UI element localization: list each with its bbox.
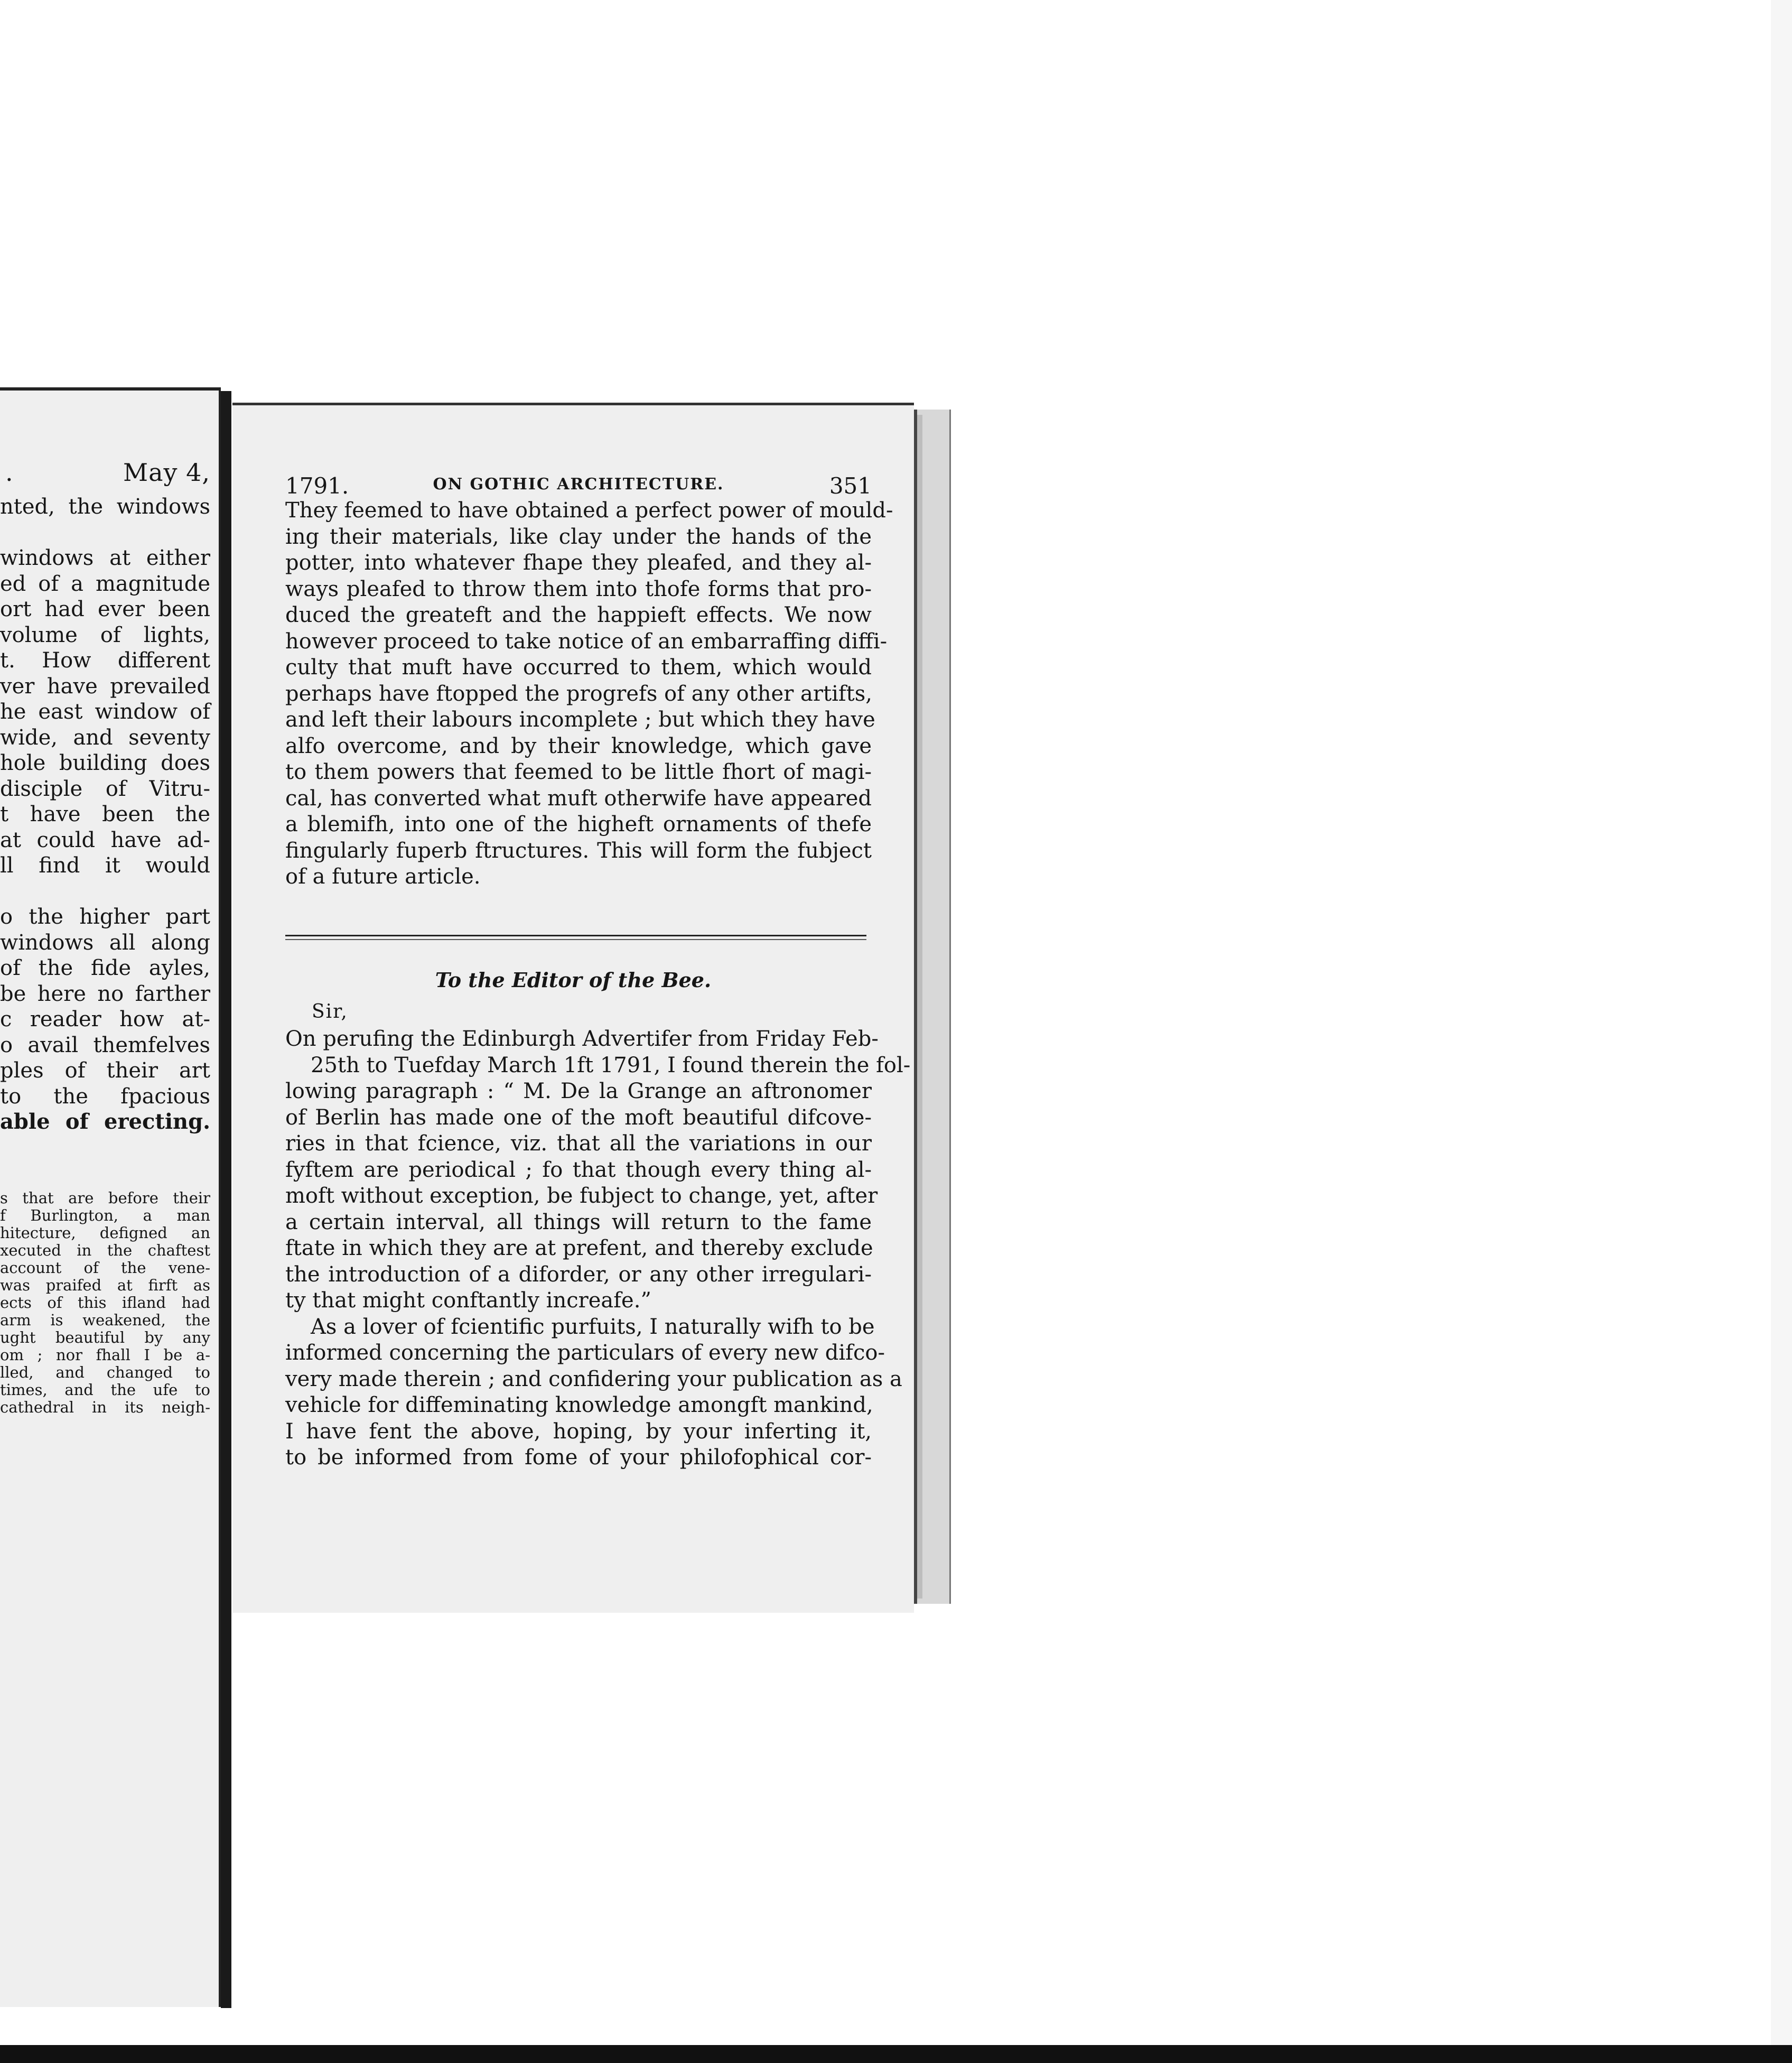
text-line: very made therein ; and confidering your publication as a bbox=[285, 1367, 902, 1391]
text-line: able of erecting. bbox=[0, 1109, 210, 1134]
article-paragraph bbox=[285, 498, 893, 890]
text-line: to them powers that feemed to be little fhort of magi- bbox=[285, 760, 872, 784]
running-head-title: ON GOTHIC ARCHITECTURE. bbox=[433, 475, 724, 494]
text-line: duced the greateft and the happieft effects. We now bbox=[285, 603, 872, 627]
section-rule bbox=[285, 935, 866, 936]
text-line: be here no farther bbox=[0, 981, 210, 1006]
text-line: ver have prevailed bbox=[0, 674, 210, 699]
footnote-line: hitecture, defigned an bbox=[0, 1224, 210, 1242]
text-line bbox=[0, 520, 210, 546]
running-head bbox=[285, 473, 872, 499]
text-line: ort had ever been bbox=[0, 597, 210, 621]
text-line: windows at either bbox=[0, 546, 210, 570]
text-line: fingularly fuperb ftructures. This will form the fubject bbox=[285, 838, 872, 863]
left-footnote bbox=[0, 1190, 210, 1416]
text-line: They feemed to have obtained a perfect power of mould- bbox=[285, 498, 893, 523]
footnote-line: times, and the ufe to bbox=[0, 1381, 210, 1399]
letter-heading: To the Editor of the Bee. bbox=[435, 968, 712, 992]
left-column-text bbox=[0, 494, 210, 1135]
page-edge-shadow bbox=[917, 415, 922, 1599]
text-line: 25th to Tuefday March 1ft 1791, I found therein the fol- bbox=[311, 1053, 911, 1077]
text-line: moft without exception, be fubject to change, yet, after bbox=[285, 1184, 878, 1208]
footnote-line: arm is weakened, the bbox=[0, 1311, 210, 1329]
text-line: informed concerning the particulars of every new difco- bbox=[285, 1341, 885, 1365]
text-line: a certain interval, all things will return to the fame bbox=[285, 1210, 872, 1234]
text-line: the introduction of a diforder, or any other irregulari- bbox=[285, 1262, 872, 1287]
scan-border bbox=[0, 2045, 1792, 2063]
page-number: 351 bbox=[829, 473, 872, 499]
text-line: ing their materials, like clay under the hands of the bbox=[285, 524, 872, 549]
text-line: I have fent the above, hoping, by your inferting it, bbox=[285, 1419, 872, 1444]
text-line: wide, and seventy bbox=[0, 725, 210, 750]
book-gutter bbox=[221, 391, 231, 2008]
text-line bbox=[0, 879, 210, 905]
text-line: and left their labours incomplete ; but which they have bbox=[285, 708, 875, 732]
running-head-year: 1791. bbox=[285, 473, 349, 499]
text-line: of the fide ayles, bbox=[0, 956, 210, 980]
text-line: culty that muft have occurred to them, which would bbox=[285, 655, 872, 680]
text-line: ples of their art bbox=[0, 1058, 210, 1083]
footnote-line: account of the vene- bbox=[0, 1259, 210, 1277]
text-line: cal, has converted what muft otherwife have appeared bbox=[285, 786, 872, 811]
footnote-line: ught beautiful by any bbox=[0, 1328, 210, 1346]
text-line: vehicle for diffeminating knowledge amongft mankind, bbox=[285, 1393, 873, 1417]
footnote-line: xecuted in the chaftest bbox=[0, 1241, 210, 1259]
right-page bbox=[232, 403, 914, 1613]
footnote-line: om ; nor fhall I be a- bbox=[0, 1346, 210, 1364]
text-line: to the fpacious bbox=[0, 1084, 210, 1109]
letter-salutation: Sir, bbox=[312, 1001, 348, 1023]
text-line: t have been the bbox=[0, 802, 210, 826]
text-line: volume of lights, bbox=[0, 622, 210, 647]
text-line: ty that might conftantly increafe.” bbox=[285, 1288, 651, 1313]
text-line: o the higher part bbox=[0, 905, 210, 929]
text-line: ries in that fcience, viz. that all the variations in our bbox=[285, 1131, 872, 1156]
text-line: c reader how at- bbox=[0, 1007, 210, 1032]
section-rule-thin bbox=[285, 939, 866, 940]
text-line: of a future article. bbox=[285, 865, 481, 889]
text-line: he east window of bbox=[0, 700, 210, 724]
text-line: windows all along bbox=[0, 930, 210, 955]
text-line: to be informed from fome of your philofophical cor- bbox=[285, 1445, 872, 1470]
scan-margin bbox=[1771, 0, 1792, 2045]
text-line: at could have ad- bbox=[0, 828, 210, 852]
left-running-head bbox=[0, 458, 210, 487]
text-line: fyftem are periodical ; fo that though every thing al- bbox=[285, 1157, 872, 1182]
text-line: alfo overcome, and by their knowledge, which gave bbox=[285, 733, 872, 758]
footnote-line: lled, and changed to bbox=[0, 1363, 210, 1381]
letter-body bbox=[285, 1026, 911, 1471]
text-line: a blemifh, into one of the higheft ornaments of thefe bbox=[285, 812, 872, 837]
text-line: o avail themfelves bbox=[0, 1033, 210, 1057]
footnote-line: s that are before their bbox=[0, 1189, 210, 1207]
text-line: ll find it would bbox=[0, 853, 210, 878]
left-page bbox=[0, 387, 221, 2007]
text-line: As a lover of fcientific purfuits, I naturally wifh to be bbox=[311, 1314, 875, 1339]
text-line: potter, into whatever fhape they pleafed, and they al- bbox=[285, 551, 872, 575]
footnote-line: was praifed at firft as bbox=[0, 1276, 210, 1294]
text-line: of Berlin has made one of the moft beautiful difcove- bbox=[285, 1105, 872, 1130]
left-header-date: May 4, bbox=[123, 458, 210, 487]
text-line: On perufing the Edinburgh Advertifer from Friday Feb- bbox=[285, 1027, 879, 1051]
footnote-line: ects of this ifland had bbox=[0, 1294, 210, 1312]
text-line: perhaps have ftopped the progrefs of any other artifts, bbox=[285, 681, 872, 706]
left-header-mark: . bbox=[5, 458, 14, 487]
text-line: disciple of Vitru- bbox=[0, 776, 210, 801]
text-line: however proceed to take notice of an embarraffing diffi- bbox=[285, 629, 888, 654]
text-line: nted, the windows bbox=[0, 495, 210, 519]
text-line: hole building does bbox=[0, 751, 210, 775]
text-line: lowing paragraph : “ M. De la Grange an aftronomer bbox=[285, 1079, 872, 1103]
footnote-line: f Burlington, a man bbox=[0, 1206, 210, 1224]
text-line: ftate in which they are at prefent, and thereby exclude bbox=[285, 1236, 873, 1260]
text-line: ed of a magnitude bbox=[0, 571, 210, 596]
text-line: ways pleafed to throw them into thofe forms that pro- bbox=[285, 577, 872, 601]
text-line: t. How different bbox=[0, 648, 210, 673]
footnote-line: cathedral in its neigh- bbox=[0, 1398, 210, 1416]
